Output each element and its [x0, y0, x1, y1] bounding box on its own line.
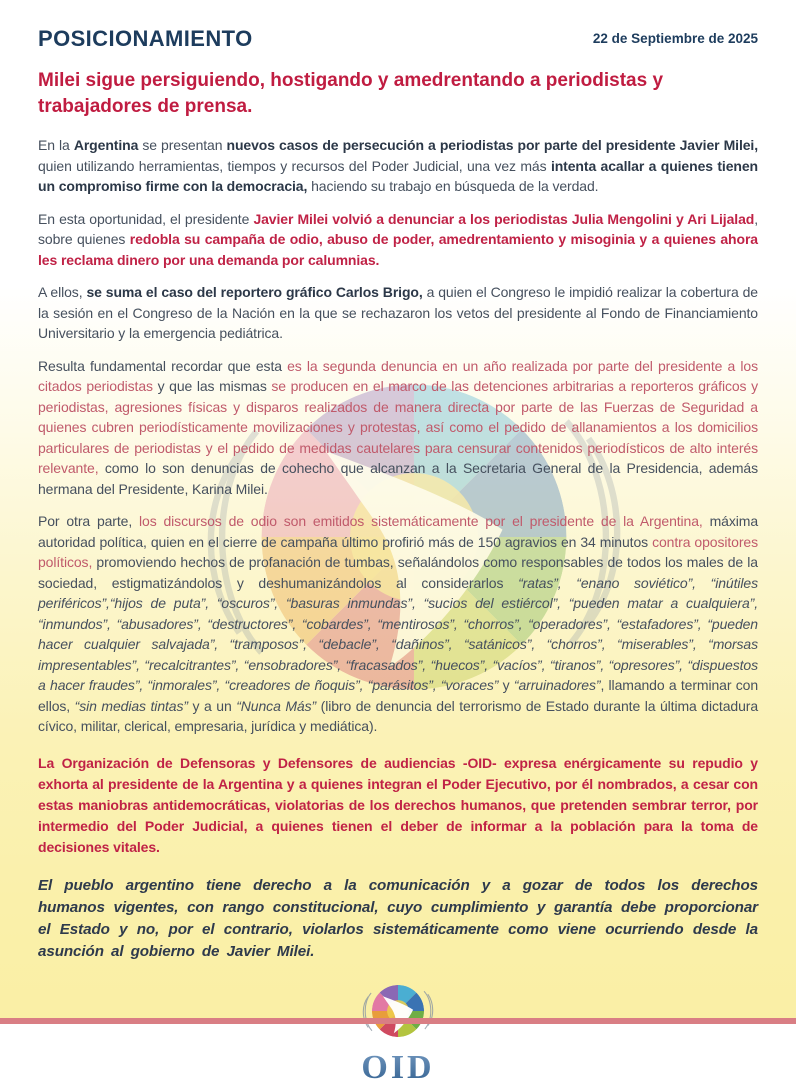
- text-segment: Argentina: [73, 137, 139, 154]
- headline: Milei sigue persiguiendo, hostigando y amedrentando a periodistas y trabajadores de prensa.: [38, 70, 664, 118]
- text-segment: A ellos,: [38, 284, 87, 301]
- body-paragraph: [38, 875, 758, 963]
- oid-logo: [38, 975, 758, 1087]
- body-paragraph: [38, 135, 758, 197]
- text-segment: “arruinadores”: [513, 677, 601, 694]
- text-segment: La Organización de Defensoras y Defensores de audiencias -OID- expresa enérgicamente su repudio y exhorta al presidente de la Argentina y a quienes integran el Poder Ejecutivo, por él nombrados, a cesar con estas maniobras antidemocráticas, violatorias de los derechos humanos, que pretenden sembrar terror, por intermedio del Poder Judicial, a quienes tienen el deber de informar a la población para la toma de decisiones vitales.: [38, 754, 758, 855]
- text-segment: se suma el caso del reportero gráfico Carlos Brigo,: [86, 284, 423, 301]
- text-segment: El pueblo argentino tiene derecho a la comunicación y a gozar de todos los derechos humanos vigentes, con rango constitucional, cuyo cumplimiento y garantía debe proporcionar el Estado y no, por el contrario, violarlos sistemáticamente como viene ocurriendo desde la asunción al gobierno de Javier Milei.: [38, 876, 758, 960]
- text-segment: “ratas”, “enano soviético”, “inútiles periféricos”,“hijos de puta”, “oscuros”, “basuras inmundas”, “sucios del estiércol”, “pueden matar a cualquiera”, “inmundos”, “abusadores”, “destructores”, “cobardes”, “mentirosos”, “chorros”, “operadores”, “estafadores”, “pueden hacer cualquier salvajada”, “tramposos”, “debacle”, “dañinos”, “satánicos”, “chorros”, “miserables”, “morsas impresentables”, “recalcitrantes”, “ensobradores”, “fracasados”, “huecos”, “vacíos”, “tiranos”, “opresores”, “dispuestos a hacer fraudes”, “inmorales”, “creadores de ñoquis”, “parásitos”, “voraces”: [38, 574, 758, 694]
- text-segment: máxima autoridad política, quien en el cierre de campaña último profirió más de 150 agravios en 34 minutos: [38, 513, 759, 550]
- text-segment: Resulta fundamental recordar que esta: [38, 357, 288, 374]
- text-segment: y que las mismas: [152, 378, 272, 395]
- text-segment: a quien el Congreso le impidió realizar la cobertura de la sesión en el Congreso de la Nación en la que se rechazaron los vetos del presidente al Fondo de Financiamiento Universitario y la emergencia pediátrica.: [38, 284, 758, 342]
- text-segment: redobla su campaña de odio, abuso de poder, amedrentamiento y misoginia y a quienes ahora les reclama dinero por una demanda por calumnias.: [38, 231, 758, 268]
- text-segment: quien utilizando herramientas, tiempos y recursos del Poder Judicial, una vez más: [38, 157, 551, 174]
- text-segment: como lo son denuncias de cohecho que alcanzan a la Secretaria General de la Presidencia, además hermana del Presidente, Karina Milei.: [38, 460, 758, 497]
- text-segment: “Nunca Más”: [236, 697, 317, 714]
- text-segment: (libro de denuncia del terrorismo de Estado durante la última dictadura cívico, militar, clerical, empresaria, jurídica y mediática).: [38, 697, 759, 735]
- body-paragraph: [38, 209, 758, 271]
- body-paragraph: [38, 511, 758, 737]
- oid-globe-icon: [356, 975, 440, 1047]
- text-segment: promoviendo hechos de profanación de tumbas, señalándolos como responsables de todos los males de la sociedad, estigmatizándolos y deshumanizándolos al considerarlos: [38, 554, 758, 591]
- text-segment: se producen en el marco de las detenciones arbitrarias a reporteros gráficos y periodistas, agresiones físicas y disparos realizados de manera directa por parte de las Fuerzas de Seguridad a quienes cubren periodísticamente movilizaciones y protestas, así como el pedido de allanamientos a los domicilios particulares de periodistas y el pedido de medidas cautelares para censurar contenidos periodísticos de alto interés relevante,: [38, 378, 758, 477]
- text-segment: Por otra parte,: [38, 513, 140, 530]
- text-segment: En esta oportunidad, el presidente: [38, 210, 254, 227]
- body-paragraph: [38, 282, 758, 344]
- text-segment: contra opositores políticos,: [38, 533, 758, 571]
- document-body: [38, 135, 758, 963]
- text-segment: se presentan: [138, 137, 227, 154]
- text-segment: haciendo su trabajo en búsqueda de la verdad.: [307, 178, 599, 195]
- text-segment: y: [498, 677, 514, 694]
- text-segment: , llamando a terminar con ellos,: [38, 677, 759, 714]
- document-type-label: POSICIONAMIENTO: [38, 26, 253, 51]
- footer-accent-bar: [0, 1018, 796, 1024]
- text-segment: intenta acallar a quienes tienen un compromiso firme con la democracia,: [38, 157, 758, 195]
- text-segment: En la: [38, 137, 74, 154]
- oid-logo-text: OID: [361, 1048, 435, 1086]
- text-segment: , sobre quienes: [38, 210, 759, 248]
- document-date: 22 de Septiembre de 2025: [592, 31, 758, 46]
- text-segment: los discursos de odio son emitidos sistemáticamente por el presidente de la Argentina,: [139, 513, 703, 530]
- body-paragraph: [38, 356, 758, 500]
- document-header: [38, 26, 758, 52]
- text-segment: nuevos casos de persecución a periodistas por parte del presidente Javier Milei,: [226, 137, 759, 154]
- text-segment: es la segunda denuncia en un año realizada por parte del presidente a los citados periodistas: [38, 357, 759, 395]
- body-paragraph: [38, 753, 758, 858]
- text-segment: y a un: [187, 697, 237, 714]
- text-segment: Javier Milei volvió a denunciar a los periodistas Julia Mengolini y Ari Lijalad: [253, 210, 755, 227]
- text-segment: “sin medias tintas”: [74, 697, 188, 714]
